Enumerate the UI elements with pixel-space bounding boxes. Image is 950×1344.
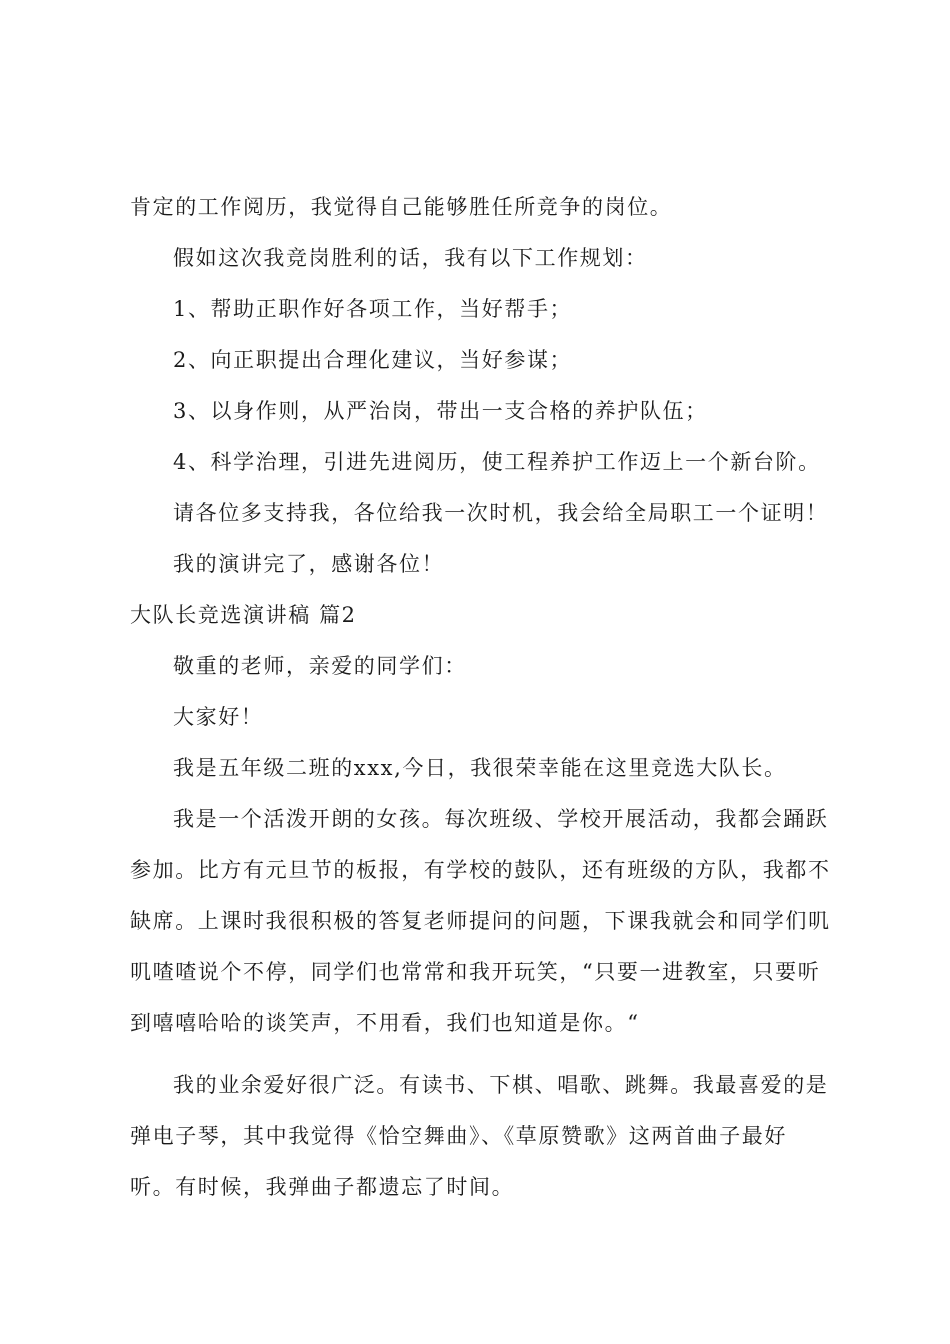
paragraph-1-line: 参加。比方有元旦节的板报，有学校的鼓队，还有班级的方队，我都不 [130, 858, 831, 882]
paragraph-2-line: 我的业余爱好很广泛。有读书、下棋、唱歌、跳舞。我最喜爱的是 [173, 1073, 829, 1097]
plan-item-2: 2、向正职提出合理化建议，当好参谋； [173, 348, 573, 372]
paragraph-continuation: 肯定的工作阅历，我觉得自己能够胜任所竞争的岗位。 [130, 195, 673, 219]
plan-intro: 假如这次我竞岗胜利的话，我有以下工作规划： [173, 246, 648, 270]
intro-paragraph: 我是五年级二班的xxx,今日，我很荣幸能在这里竞选大队长。 [173, 756, 787, 780]
section-heading: 大队长竞选演讲稿 篇2 [130, 603, 357, 627]
paragraph-1-line: 我是一个活泼开朗的女孩。每次班级、学校开展活动，我都会踊跃 [173, 807, 829, 831]
paragraph-1-line: 叽喳喳说个不停，同学们也常常和我开玩笑，“只要一进教室，只要听 [130, 960, 821, 984]
plan-item-3: 3、以身作则，从严治岗，带出一支合格的养护队伍； [173, 399, 708, 423]
greeting: 大家好！ [173, 705, 264, 729]
salutation: 敬重的老师，亲爱的同学们： [173, 654, 467, 678]
paragraph-2-line: 听。有时候，我弹曲子都遗忘了时间。 [130, 1175, 515, 1199]
paragraph-2-line: 弹电子琴，其中我觉得《恰空舞曲》、《草原赞歌》这两首曲子最好 [130, 1124, 787, 1148]
appeal-paragraph: 请各位多支持我，各位给我一次时机，我会给全局职工一个证明！ [173, 501, 829, 525]
closing-paragraph: 我的演讲完了，感谢各位！ [173, 552, 445, 576]
plan-item-4: 4、科学治理，引进先进阅历，使工程养护工作迈上一个新台阶。 [173, 450, 821, 474]
plan-item-1: 1、帮助正职作好各项工作，当好帮手； [173, 297, 573, 321]
paragraph-1-line: 到嘻嘻哈哈的谈笑声，不用看，我们也知道是你。“ [130, 1011, 640, 1035]
paragraph-1-line: 缺席。上课时我很积极的答复老师提问的问题，下课我就会和同学们叽 [130, 909, 831, 933]
